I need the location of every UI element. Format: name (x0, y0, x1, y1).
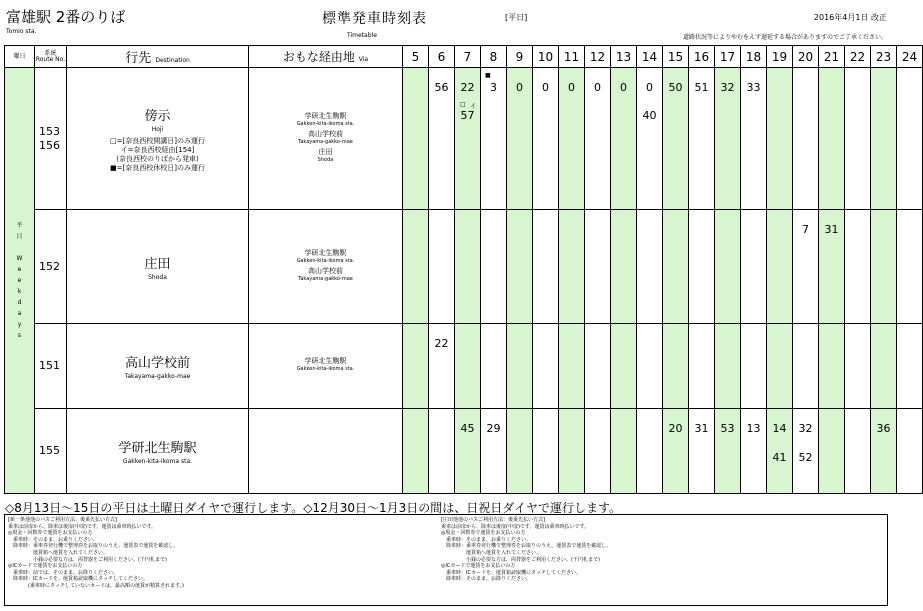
day-char: d (17, 299, 22, 306)
fare-instructions-box (4, 514, 888, 606)
hour-cell-15 (663, 409, 689, 494)
hour-cell-8 (481, 324, 507, 409)
departure-minute: 32 (720, 81, 735, 94)
departure-minute: 0 (646, 81, 653, 94)
instruction-line: 降車時：そのまま、お降りください。 (441, 576, 532, 583)
hour-cell-11 (559, 68, 585, 210)
via-jp: 学研北生駒駅 (304, 248, 347, 257)
hour-header: 12 (585, 46, 611, 68)
hour-cell-12 (585, 210, 611, 324)
instruction-line: 乗車時：ICカードを、運賃箱読取機にタッチしてください。 (441, 569, 581, 576)
destination-en: Shoda (148, 273, 167, 281)
departure-minute: 36 (876, 422, 891, 435)
instruction-line: 乗車時：前では、そのまま、お降りください。 (8, 569, 119, 576)
via-header-en: Via (358, 56, 369, 63)
station-name: 富雄駅 2番のりば (6, 8, 126, 26)
hour-cell-11 (559, 210, 585, 324)
route-header-jp: 系統 (44, 49, 57, 57)
hour-cell-14 (637, 68, 663, 210)
departure-minute: 14 (772, 422, 787, 435)
hour-header: 10 (533, 46, 559, 68)
destination-jp: 高山学校前 (124, 356, 190, 371)
hour-cell-20 (793, 68, 819, 210)
hour-header: 19 (767, 46, 793, 68)
destination (67, 68, 249, 210)
table-row (5, 409, 923, 494)
hour-cell-20 (793, 324, 819, 409)
hour-cell-13 (611, 68, 637, 210)
route-number: 153 156 (35, 68, 67, 210)
instruction-line: ◎ICカードで運賃をお支払いの方 (441, 563, 516, 570)
hour-cell-23 (871, 68, 897, 210)
route-number: 152 (35, 210, 67, 324)
hour-cell-21 (819, 210, 845, 324)
via-stops (249, 324, 403, 409)
departure-minute: 20 (668, 422, 683, 435)
instruction-line: 運賃箱へ運賃を入れてください。 (441, 549, 542, 556)
hour-cell-12 (585, 324, 611, 409)
hour-cell-7 (455, 68, 481, 210)
hour-cell-9 (507, 324, 533, 409)
departure-minute: 3 (490, 81, 497, 94)
hour-cell-11 (559, 409, 585, 494)
day-char: e (17, 277, 22, 284)
hour-cell-22 (845, 409, 871, 494)
via-column-header (249, 46, 403, 68)
hour-cell-8 (481, 68, 507, 210)
hour-cell-17 (715, 409, 741, 494)
hour-header: 16 (689, 46, 715, 68)
via-stops (249, 409, 403, 494)
hour-header: 11 (559, 46, 585, 68)
departure-minute: 51 (694, 81, 709, 94)
hour-cell-20 (793, 210, 819, 324)
via-jp: 庄田 (318, 147, 333, 156)
page-title: 標準発車時刻表 (322, 11, 427, 27)
instruction-line: 降車時：ICカードを、運賃箱読取機にタッチしてください。 (8, 576, 148, 583)
hour-cell-9 (507, 409, 533, 494)
day-char: W (16, 255, 23, 262)
instruction-line: ◎現金・回数券で運賃をお支払いの方 (441, 530, 526, 537)
hour-cell-10 (533, 409, 559, 494)
instruction-line: ◎現金・回数券で運賃をお支払いの方 (8, 530, 93, 537)
hour-header: 17 (715, 46, 741, 68)
hour-cell-15 (663, 324, 689, 409)
instruction-line: (乗車時にタッチしていないカードは、最高額の運賃が精算されます。) (8, 582, 185, 589)
instruction-line: 乗車時：そのまま、お乗りください。 (441, 536, 532, 543)
departure-minute: 56 (434, 81, 449, 94)
departure-minute: 50 (668, 81, 683, 94)
table-row (5, 210, 923, 324)
departure-minute: 40 (642, 109, 657, 122)
hour-cell-23 (871, 324, 897, 409)
instruction-line: 小銭の必要な方は、両替器をご利用ください。(千円札まで) (441, 556, 600, 563)
route-number: 151 (35, 324, 67, 409)
hour-cell-15 (663, 210, 689, 324)
hour-cell-15 (663, 68, 689, 210)
departure-minute: 22 (434, 337, 449, 350)
hour-cell-16 (689, 409, 715, 494)
hour-cell-22 (845, 324, 871, 409)
fare-instructions-right (441, 517, 881, 583)
hour-header: 9 (507, 46, 533, 68)
hour-cell-5 (403, 409, 429, 494)
header-row (5, 46, 923, 68)
via-en: Takayama-gakko-mae (298, 138, 353, 145)
day-char: e (17, 266, 22, 273)
holiday-schedule-notice: ◇8月13日～15日の平日は土曜日ダイヤで運行します。◇12月30日～1月3日の間は、日祝日ダイヤで運行します。 (5, 501, 622, 515)
departure-minute: 57 (460, 109, 475, 122)
hour-cell-16 (689, 210, 715, 324)
departure-minute: 22 (460, 81, 475, 94)
hour-header: 21 (819, 46, 845, 68)
instruction-line: 乗車は前扉から、降車は後扉(中扉)です。運賃は乗車時払いです。 (8, 523, 157, 530)
hour-cell-5 (403, 210, 429, 324)
hour-header: 20 (793, 46, 819, 68)
departure-minute: 13 (746, 422, 761, 435)
departure-minute: 0 (594, 81, 601, 94)
hour-cell-24 (897, 409, 923, 494)
departure-minute: 52 (798, 451, 813, 464)
via-stops (249, 210, 403, 324)
day-char: 平 (16, 222, 23, 229)
hour-cell-10 (533, 324, 559, 409)
via-en: Shoda (317, 156, 334, 163)
hour-cell-23 (871, 409, 897, 494)
hour-cell-14 (637, 210, 663, 324)
hour-cell-10 (533, 210, 559, 324)
departure-minute: 53 (720, 422, 735, 435)
departure-minute: 31 (824, 223, 839, 236)
via-en: Gakken-kita-ikoma sta. (296, 366, 355, 372)
route-notes: □=[奈良西校開講日]のみ運行 イ=奈良西校経由[154] (奈良西校のりばから発車) ■=[奈良西校休校日]のみ運行 (110, 136, 205, 172)
hour-cell-6 (429, 210, 455, 324)
hour-cell-19 (767, 210, 793, 324)
destination-en: Hoji (151, 125, 164, 133)
timetable (4, 45, 923, 494)
destination-column-header (67, 46, 249, 68)
destination-en: Takayama-gakko-mae (124, 373, 191, 380)
via-jp: 高山学校前 (308, 129, 343, 138)
hour-cell-6 (429, 68, 455, 210)
departure-minute: 0 (620, 81, 627, 94)
hour-cell-17 (715, 324, 741, 409)
table-row (5, 68, 923, 210)
hour-cell-14 (637, 409, 663, 494)
hour-cell-22 (845, 68, 871, 210)
hour-cell-9 (507, 210, 533, 324)
dest-header-en: Destination (155, 57, 190, 64)
filled-square-mark: ■ (485, 72, 491, 79)
hour-header: 13 (611, 46, 637, 68)
instruction-line: ◎ICカードで運賃をお支払いの方 (8, 563, 83, 570)
day-column-header: 曜日 (5, 46, 35, 68)
hour-cell-18 (741, 324, 767, 409)
via-stops (249, 68, 403, 210)
via-en: Gakken-kita-ikoma sta. (296, 257, 355, 264)
hour-header: 18 (741, 46, 767, 68)
departure-minute: 41 (772, 451, 787, 464)
hour-cell-13 (611, 409, 637, 494)
hour-header: 7 (455, 46, 481, 68)
hour-cell-12 (585, 409, 611, 494)
hour-cell-5 (403, 68, 429, 210)
hour-cell-19 (767, 409, 793, 494)
hour-cell-22 (845, 210, 871, 324)
destination (67, 210, 249, 324)
revision-date: 2016年4月1日 改正 (813, 13, 887, 22)
table-row (5, 324, 923, 409)
hour-cell-17 (715, 68, 741, 210)
route-header-en: Route No. (35, 55, 66, 63)
hour-cell-7 (455, 409, 481, 494)
hour-cell-20 (793, 409, 819, 494)
hour-header: 15 (663, 46, 689, 68)
hour-cell-9 (507, 68, 533, 210)
delay-notice: 道路状況等によりやむをえず遅延する場合がありますのでご了承ください。 (682, 34, 887, 41)
hour-header: 8 (481, 46, 507, 68)
day-label-weekdays (5, 68, 35, 494)
instruction-line: [新一条他他のバスご利用方法：後乗先払い方式] (8, 517, 117, 523)
departure-minute: 0 (516, 81, 523, 94)
destination (67, 409, 249, 494)
i-mark: イ (470, 103, 477, 110)
hour-header: 6 (429, 46, 455, 68)
hour-cell-21 (819, 409, 845, 494)
departure-minute: 31 (694, 422, 709, 435)
hour-cell-18 (741, 68, 767, 210)
departure-minute: 32 (798, 422, 813, 435)
hour-cell-13 (611, 210, 637, 324)
hour-cell-24 (897, 210, 923, 324)
instruction-line: 乗車時：そのまま、お乗りください。 (8, 536, 99, 543)
hour-cell-8 (481, 210, 507, 324)
route-number: 155 (35, 409, 67, 494)
route-column-header (35, 46, 67, 68)
via-header-jp: おもな経由地 (282, 50, 355, 64)
via-jp: 学研北生駒駅 (304, 357, 347, 365)
departure-minute: 33 (746, 81, 761, 94)
instruction-line: 小銭の必要な方は、両替器をご利用ください。(千円札まで) (8, 556, 167, 563)
departure-minute: 7 (802, 223, 809, 236)
departure-minute: 29 (486, 422, 501, 435)
via-en: Takayama-gakko-mae (298, 275, 353, 282)
hour-cell-16 (689, 68, 715, 210)
hour-cell-13 (611, 324, 637, 409)
instruction-line: 乗車は前扉から、降車は後扉(中扉)です。運賃は乗車時払いです。 (441, 523, 590, 530)
destination-jp: 学研北生駒駅 (118, 441, 197, 456)
hour-cell-12 (585, 68, 611, 210)
hour-cell-23 (871, 210, 897, 324)
hour-cell-21 (819, 68, 845, 210)
destination-jp: 庄田 (144, 256, 171, 272)
hour-cell-6 (429, 324, 455, 409)
hour-header: 14 (637, 46, 663, 68)
hour-header: 23 (871, 46, 897, 68)
hour-cell-8 (481, 409, 507, 494)
day-char: y (17, 321, 22, 328)
hour-header: 24 (897, 46, 923, 68)
day-char: s (17, 332, 22, 339)
via-jp: 高山学校前 (308, 266, 343, 275)
hour-header: 22 (845, 46, 871, 68)
hour-cell-7 (455, 324, 481, 409)
hour-header: 5 (403, 46, 429, 68)
hour-cell-14 (637, 324, 663, 409)
day-char: k (17, 288, 22, 295)
day-char: a (17, 310, 22, 317)
via-en: Gakken-kita-ikoma sta. (296, 120, 355, 127)
departure-minute: 0 (568, 81, 575, 94)
hour-cell-21 (819, 324, 845, 409)
destination-jp: 傍示 (144, 108, 171, 124)
via-jp: 学研北生駒駅 (304, 111, 347, 120)
hour-cell-10 (533, 68, 559, 210)
destination (67, 324, 249, 409)
departure-minute: 45 (460, 422, 475, 435)
hour-cell-6 (429, 409, 455, 494)
hour-cell-24 (897, 68, 923, 210)
day-type-label: [平日] (505, 13, 528, 22)
hour-cell-24 (897, 324, 923, 409)
hour-cell-11 (559, 324, 585, 409)
hour-cell-5 (403, 324, 429, 409)
departure-minute: 0 (542, 81, 549, 94)
instruction-line: 降車時：乗車券発行機で整理券をお取りのうえ、運賃表で運賃を確認し、 (8, 543, 179, 550)
hour-cell-17 (715, 210, 741, 324)
hour-cell-16 (689, 324, 715, 409)
hour-cell-7 (455, 210, 481, 324)
dest-header-jp: 行先 (125, 51, 152, 66)
hour-cell-18 (741, 210, 767, 324)
destination-en: Gakken-kita-ikoma sta. (122, 458, 193, 465)
hour-cell-19 (767, 324, 793, 409)
page-title-en: Timetable (347, 32, 377, 39)
day-char: 日 (16, 233, 23, 240)
instruction-line: 降車時：乗車券発行機で整理券をお取りのうえ、運賃表で運賃を確認し、 (441, 543, 612, 550)
hour-cell-19 (767, 68, 793, 210)
instruction-line: 運賃箱へ運賃を入れてください。 (8, 549, 109, 556)
instruction-line: [庄田他他のバスご利用方法：後乗先払い方式] (441, 517, 545, 523)
open-square-mark: □ (460, 101, 466, 108)
station-name-en: Tomio sta. (6, 28, 37, 35)
fare-instructions-left (8, 517, 428, 590)
hour-cell-18 (741, 409, 767, 494)
